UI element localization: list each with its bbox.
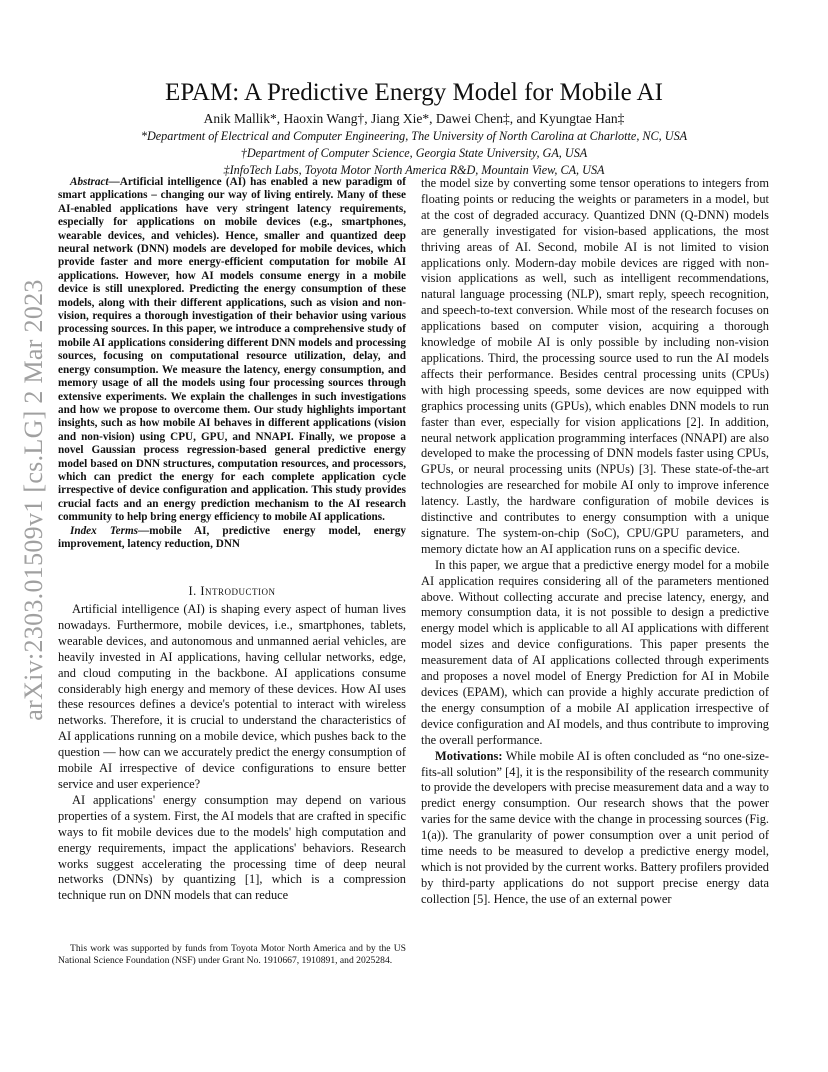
section-heading-introduction: I. Introduction [188, 584, 276, 598]
arxiv-stamp: arXiv:2303.01509v1 [cs.LG] 2 Mar 2023 [19, 279, 48, 721]
affiliation-2: †Department of Computer Science, Georgia State University, GA, USA [240, 146, 588, 160]
intro-left-column [58, 602, 406, 904]
author-list: Anik Mallik*, Haoxin Wang†, Jiang Xie*, Dawei Chen‡, and Kyungtae Han‡ [203, 111, 625, 126]
abstract-text: —Artificial intelligence (AI) has enabled a new paradigm of smart applications – changing our way of living entirely. Many of these AI-enabled applications have very stringent latency requirements, especially for applications on mobile devices (e.g., smartphones, wearable devices, and vehicles). Hence, smaller and quantized deep neural network (DNN) models are developed for mobile devices, which provide faster and more energy-efficient computation for mobile AI applications. However, how AI models consume energy in a mobile device is still unexplored. Predicting the energy consumption of these models, along with their different applications, such as vision and non-vision, requires a thorough investigation of their behavior using various processing sources. In this paper, we introduce a comprehensive study of mobile AI applications considering different DNN models and processing sources, focusing on computational resource utilization, delay, and energy consumption. We measure the latency, energy consumption, and memory usage of all the models using four processing sources through extensive experiments. We explain the challenges in such investigations and how we propose to overcome them. Our study highlights important insights, such as how mobile AI behaves in different applications (vision and non-vision) using CPU, GPU, and NNAPI. Finally, we propose a novel Gaussian process regression-based general predictive energy model based on DNN structures, computation resources, and processors, which can predict the energy for each complete application cycle irrespective of device configuration and application. This study provides crucial facts and an energy prediction mechanism to the AI research community to help bring energy efficiency to mobile AI applications. [58, 176, 406, 524]
right-paragraph-2: In this paper, we argue that a predictive energy model for a mobile AI application requires considering all of the parameters mentioned above. Without collecting accurate and precise latency, energy, and memory consumption data, it is not possible to design a predictive energy model which is applicable to all AI applications with different model sizes and device configurations. This paper presents the measurement data of AI applications collected through experiments and proposes a novel model of Energy Prediction for AI in Mobile devices (EPAM), which can provide a highly accurate prediction of the energy consumption of a mobile AI application irrespective of device configuration and AI models, and thus contribute to improving the overall performance. [421, 557, 769, 747]
intro-right-column [421, 176, 769, 908]
index-terms-label: Index Terms [70, 524, 139, 537]
affiliation-1: *Department of Electrical and Computer Engineering, The University of North Carolina at Charlotte, NC, USA [140, 129, 688, 143]
abstract-block [58, 176, 406, 551]
right-paragraph-1: the model size by converting some tensor operations to integers from floating points or reducing the weights or parameters in a model, but at the cost of degraded accuracy. Quantized DNN (Q-DNN) models are generally investigated for vision-based applications, the most thriving areas of AI. Second, mobile AI is not limited to vision applications only. Modern-day mobile devices are rigged with non-vision applications as well, such as intelligent recommendations, natural language processing (NLP), smart reply, speech recognition, and speech-to-text conversion. While most of the research focuses on applications based on computer vision, acquiring a thorough knowledge of mobile AI is only possible by including non-vision applications. Third, the processing source used to run the AI models affects their performance. Besides central processing units (CPUs) with high processing speeds, some devices are now equipped with graphics processing units (GPUs), which enables DNN models to run faster than ever, especially for vision applications [2]. In addition, neural network application programming interfaces (NNAPI) are also developed to make the processing of DNN models faster using CPUs, GPUs, or neural processing units (NPUs) [3]. These state-of-the-art technologies are researched for mobile AI only to improve inference latency. Lastly, the hardware configuration of mobile devices is distinctive and contributes to energy consumption with a unique signature. The system-on-chip (SoC), CPU/GPU parameters, and memory dictate how an AI application runs on a specific device. [421, 176, 769, 556]
intro-paragraph-2: AI applications' energy consumption may depend on various properties of a system. First, the AI models that are crafted in specific ways to fit mobile devices due to the models' high computation and energy requirements, impact the applications' behaviors. Research works suggest accelerating the processing time of deep neural networks (DNNs) by quantizing [1], which is a compression technique run on DNN models that can reduce [58, 792, 406, 903]
motivations-label: Motivations: [435, 748, 503, 763]
abstract-label: Abstract [70, 176, 109, 188]
index-terms [58, 525, 406, 552]
right-paragraph-3: While mobile AI is often concluded as “no one-size-fits-all solution” [4], it is the responsibility of the research community to provide the developers with precise measurement data and a way to predict energy consumption. Our research shows that the power varies for the same device with the change in processing sources (Fig. 1(a)). The granularity of power consumption over a unit period of time needs to be measured to develop a predictive energy model, which is not provided by the current works. Battery profilers provided by third-party applications do not support precise energy data collection [5]. Hence, the use of an external power [421, 748, 769, 906]
funding-footnote: This work was supported by funds from Toyota Motor North America and by the US National Science Foundation (NSF) under Grant No. 1910667, 1910891, and 2025284. [58, 943, 406, 966]
intro-paragraph-1: Artificial intelligence (AI) is shaping every aspect of human lives nowadays. Furthermore, mobile devices, i.e., smartphones, tablets, wearable devices, and autonomous and unmanned aerial vehicles, are heavily invested in AI applications, having cellular networks, edge, and cloud computing in the backbone. AI applications consume considerably high energy and memory of these devices. How AI uses these resources defines a device's potential to interact with wireless networks. Therefore, it is crucial to understand the characteristics of AI applications running on a mobile device, which pushes back to the question — how can we accurately predict the energy consumption of mobile AI irrespective of device configurations to ensure better service and user experience? [58, 602, 406, 791]
paper-title: EPAM: A Predictive Energy Model for Mobile AI [165, 79, 663, 106]
index-terms-text: —mobile AI, predictive energy model, energy improvement, latency reduction, DNN [58, 524, 406, 550]
affiliation-3: ‡InfoTech Labs, Toyota Motor North America R&D, Mountain View, CA, USA [223, 163, 605, 177]
